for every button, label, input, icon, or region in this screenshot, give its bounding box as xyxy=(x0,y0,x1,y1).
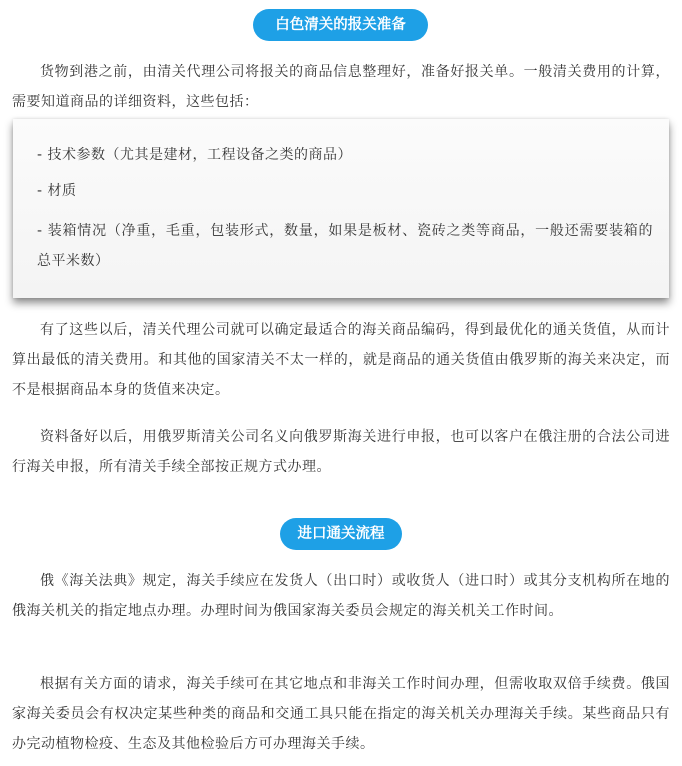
intro-paragraph: 货物到港之前，由清关代理公司将报关的商品信息整理好，准备好报关单。一般清关费用的计算，需要知道商品的详细资料，这些包括： xyxy=(12,64,670,110)
section-title-customs-preparation: 白色清关的报关准备 xyxy=(253,9,428,41)
list-item-packing: - 装箱情况（净重，毛重，包装形式，数量，如果是板材、瓷砖之类等商品，一般还需要装箱的总平米数） xyxy=(37,223,653,269)
section-title-import-process: 进口通关流程 xyxy=(280,518,402,550)
list-item-technical-params: - 技术参数（尤其是建材，工程设备之类的商品） xyxy=(37,147,353,163)
customs-code-law-paragraph: 俄《海关法典》规定，海关手续应在发货人（出口时）或收货人（进口时）或其分支机构所在地的俄海关机关的指定地点办理。办理时间为俄国家海关委员会规定的海关机关工作时间。 xyxy=(12,573,670,619)
declaration-paragraph: 资料备好以后，用俄罗斯清关公司名义向俄罗斯海关进行申报，也可以客户在俄注册的合法公司进行海关申报，所有清关手续全部按正规方式办理。 xyxy=(12,429,670,475)
list-item-material: - 材质 xyxy=(37,183,77,199)
special-request-paragraph: 根据有关方面的请求，海关手续可在其它地点和非海关工作时间办理，但需收取双倍手续费。俄国家海关委员会有权决定某些种类的商品和交通工具只能在指定的海关机关办理海关手续。某些商品只有办完动植物检疫、生态及其他检验后方可办理海关手续。 xyxy=(12,676,670,752)
customs-code-paragraph: 有了这些以后，清关代理公司就可以确定最适合的海关商品编码，得到最优化的通关货值，从而计算出最低的清关费用。和其他的国家清关不太一样的，就是商品的通关货值由俄罗斯的海关来决定，而不是根据商品本身的货值来决定。 xyxy=(12,322,670,398)
required-info-box xyxy=(13,119,669,298)
